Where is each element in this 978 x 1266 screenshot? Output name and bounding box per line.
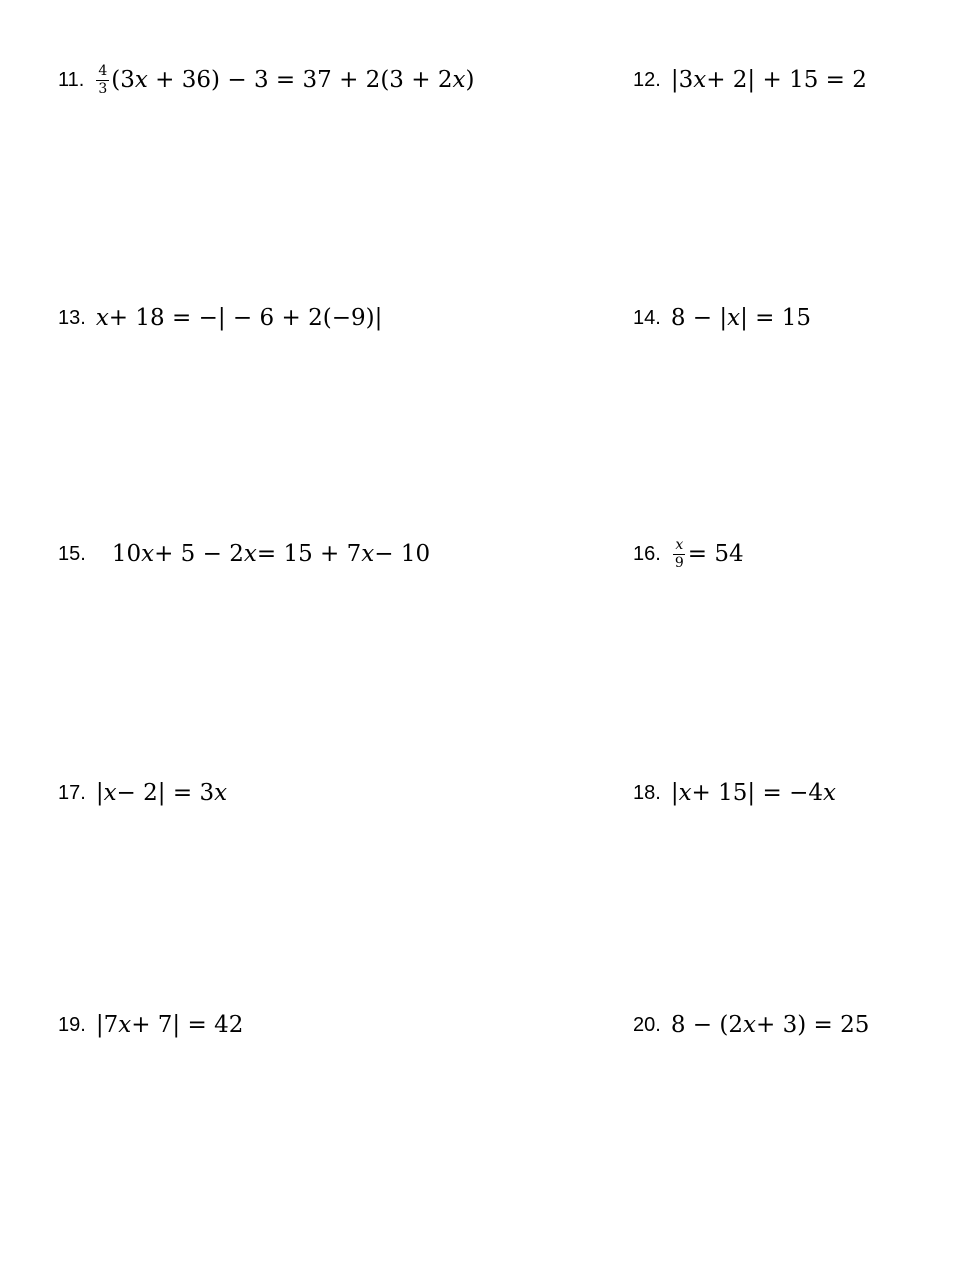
problem-number: 11. — [58, 68, 85, 91]
problem-number: 19. — [58, 1013, 86, 1036]
problem-number: 13. — [58, 306, 86, 329]
problem-20 — [633, 1005, 869, 1045]
problem-12 — [633, 60, 867, 100]
equation: x + 18 = −| − 6 + 2(−9)| — [95, 305, 383, 331]
problem-number: 18. — [633, 781, 661, 804]
equation-text: = 54 — [687, 541, 744, 567]
problem-number: 16. — [633, 542, 661, 565]
problem-14 — [633, 298, 811, 338]
fraction-numerator: 4 — [98, 62, 108, 79]
equation: | x + 15| = −4 x — [670, 780, 836, 806]
problem-16 — [633, 534, 744, 574]
problem-number: 15. — [58, 542, 86, 565]
problem-number: 12. — [633, 68, 661, 91]
fraction-denominator: 3 — [98, 80, 108, 97]
equation: 8 − | x | = 15 — [670, 305, 812, 331]
equation: 8 − (2 x + 3) = 25 — [670, 1012, 870, 1038]
equation: |3 x + 2| + 15 = 2 — [670, 67, 867, 93]
fraction-numerator: x — [675, 536, 684, 553]
equation: 10 x + 5 − 2 x = 15 + 7 x − 10 — [111, 541, 431, 567]
fraction — [96, 64, 109, 97]
equation — [94, 64, 474, 97]
problem-11 — [58, 60, 474, 100]
problem-19 — [58, 1005, 243, 1045]
problem-number: 14. — [633, 306, 661, 329]
problem-number: 17. — [58, 781, 86, 804]
fraction — [673, 538, 686, 571]
equation-text: (3x + 36) − 3 = 37 + 2(3 + 2x) — [111, 67, 475, 93]
problem-13 — [58, 298, 382, 338]
problem-18 — [633, 773, 836, 813]
equation: | x − 2| = 3 x — [95, 780, 228, 806]
problem-15 — [58, 534, 430, 574]
problem-number: 20. — [633, 1013, 661, 1036]
equation: |7 x + 7| = 42 — [95, 1012, 244, 1038]
equation — [671, 538, 744, 571]
fraction-denominator: 9 — [674, 554, 684, 571]
problem-17 — [58, 773, 227, 813]
